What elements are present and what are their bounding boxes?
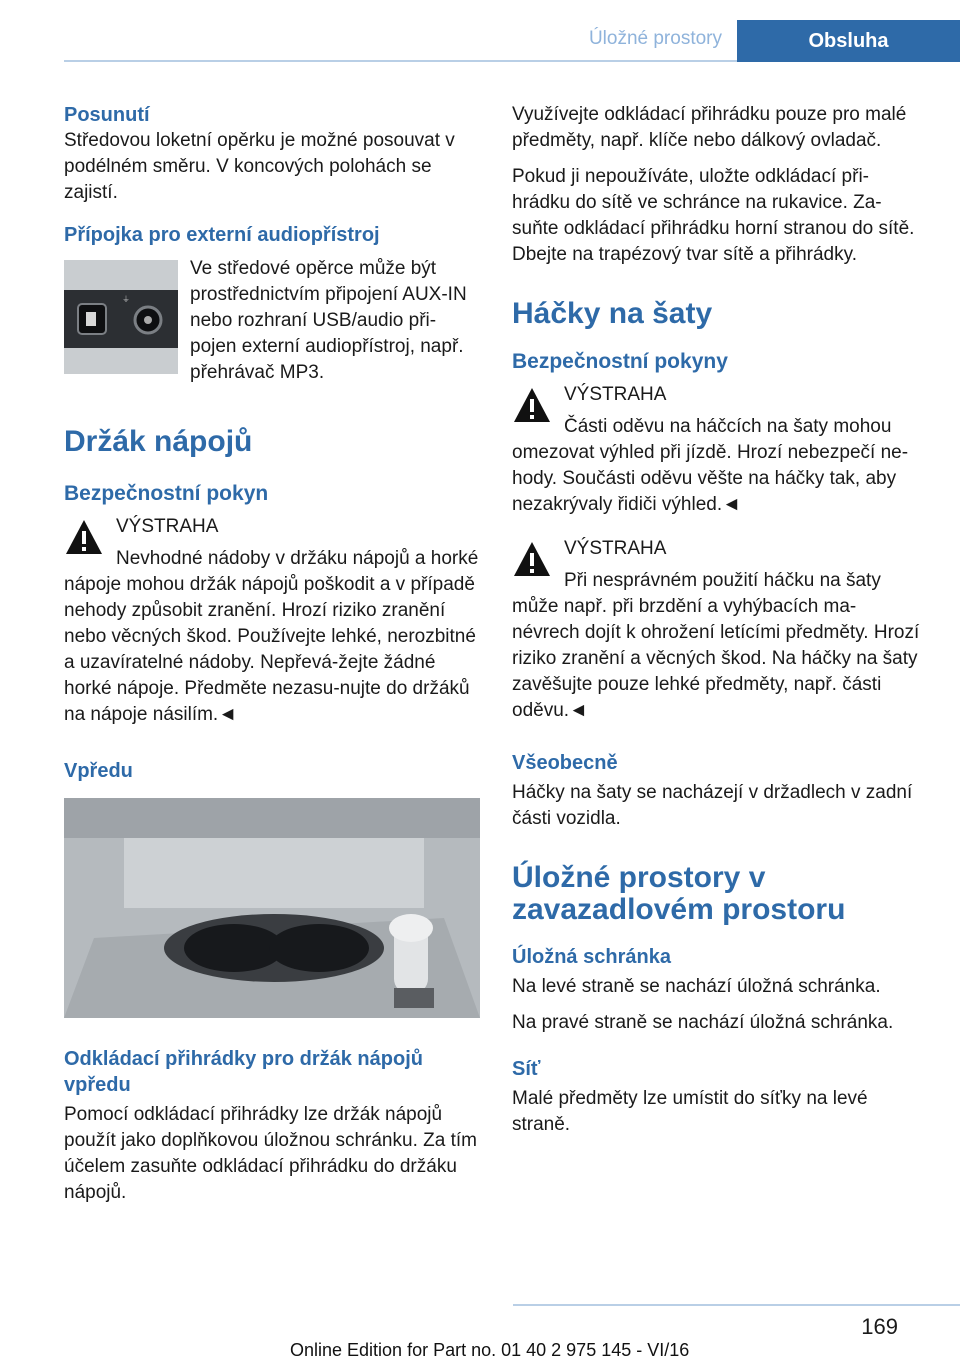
text-box-right: Na pravé straně se nachází úložná schránka.: [512, 1012, 894, 1033]
text-box-left: Na levé straně se nachází úložná schránka.: [512, 976, 881, 997]
heading-drzak: Držák nápojů: [64, 425, 253, 458]
text-tray-storage: Pokud ji nepoužíváte, uložte odkládací při-hrádku do sítě ve schránce na rukavice. Za-suňte odkládací přihrádku horní stranou do sítě. Dbejte na trapézový tvar sítě a přihrádky.: [512, 166, 915, 265]
text-tray-usage: Využívejte odkládací přihrádku pouze pro malé předměty, např. klíče nebo dálkový ovladač.: [512, 104, 907, 151]
warning-block-cups: [64, 514, 480, 728]
left-column: [64, 102, 480, 1216]
text-general: Háčky na šaty se nacházejí v držadlech v zadní části vozidla.: [512, 782, 913, 829]
heading-hooks: Háčky na šaty: [512, 297, 713, 330]
heading-safety-left: Bezpečnostní pokyn: [64, 482, 269, 505]
heading-box: Úložná schránka: [512, 946, 671, 968]
heading-tray: Odkládací přihrádky pro držák nápojů vpředu: [64, 1048, 423, 1096]
right-column: [512, 102, 922, 1148]
warning-text-cups: Nevhodné nádoby v držáku nápojů a horké nápoje mohou držák nápojů poškodit a v případě nehody způsobit zranění. Hrozí riziko zranění nebo věcných škod. Používejte lehké, nerozbitné a uzavíratelné nádoby. Nepřevá-žejte žádné horké nápoje. Předměte nezasu-nujte do držáků na nápoje násilím.◄: [64, 548, 479, 725]
warning-block-hooks-1: [512, 382, 922, 518]
heading-trunk: Úložné prostory v zavazadlovém prostoru: [512, 861, 846, 926]
cupholder-photo: [64, 798, 480, 1018]
warning-triangle-icon: [512, 540, 552, 578]
warning-label: VÝSTRAHA: [564, 384, 667, 405]
heading-general: Všeobecně: [512, 752, 618, 774]
header-chapter-tab[interactable]: Obsluha: [737, 20, 960, 62]
warning-text-hooks-2: Při nesprávném použití háčku na šaty může např. při brzdění a vyhýbacích ma-névrech dojít k ohrožení letícími předměty. Hrozí riziko zranění a věcných škod. Na háčky na šaty zavěšujte pouze lehké předměty, např. části oděvu.◄: [512, 570, 920, 721]
warning-label: VÝSTRAHA: [116, 516, 219, 537]
heading-net: Síť: [512, 1058, 541, 1080]
heading-posunuti: Posunutí: [64, 104, 150, 126]
text-tray: Pomocí odkládací přihrádky lze držák nápojů použít jako doplňkovou úložnou schránku. Za tím účelem zasuňte odkládací přihrádku do držáku nápojů.: [64, 1104, 477, 1203]
svg-text:⏚: ⏚: [122, 295, 130, 304]
warning-triangle-icon: [64, 518, 104, 556]
warning-text-hooks-1: Části oděvu na háčcích na šaty mohou omezovat výhled při jízdě. Hrozí nebezpečí ne-hody. Součásti oděvu věšte na háčky tak, aby nezakrývaly řidiči výhled.◄: [512, 416, 909, 515]
text-aux: Ve středové opěrce může být prostřednictvím připojení AUX-IN nebo rozhraní USB/audio při-pojen externí audiopřístroj, např. přehrávač MP3.: [190, 258, 467, 383]
text-net: Malé předměty lze umístit do síťky na levé straně.: [512, 1088, 868, 1135]
header-section-title: Úložné prostory: [588, 28, 722, 49]
heading-vpredu: Vpředu: [64, 760, 133, 782]
warning-triangle-icon: [512, 386, 552, 424]
heading-safety-right: Bezpečnostní pokyny: [512, 350, 728, 373]
warning-block-hooks-2: [512, 536, 922, 724]
footer-rule: [513, 1304, 960, 1306]
heading-aux: Přípojka pro externí audiopřístroj: [64, 224, 380, 246]
page-number: 169: [861, 1314, 898, 1339]
aux-usb-photo: [64, 260, 178, 374]
text-posunuti: Středovou loketní opěrku je možné posouvat v podélném směru. V koncových polohách se zajistí.: [64, 130, 455, 203]
warning-label: VÝSTRAHA: [564, 538, 667, 559]
edition-line: Online Edition for Part no. 01 40 2 975 145 - VI/16: [290, 1340, 690, 1360]
